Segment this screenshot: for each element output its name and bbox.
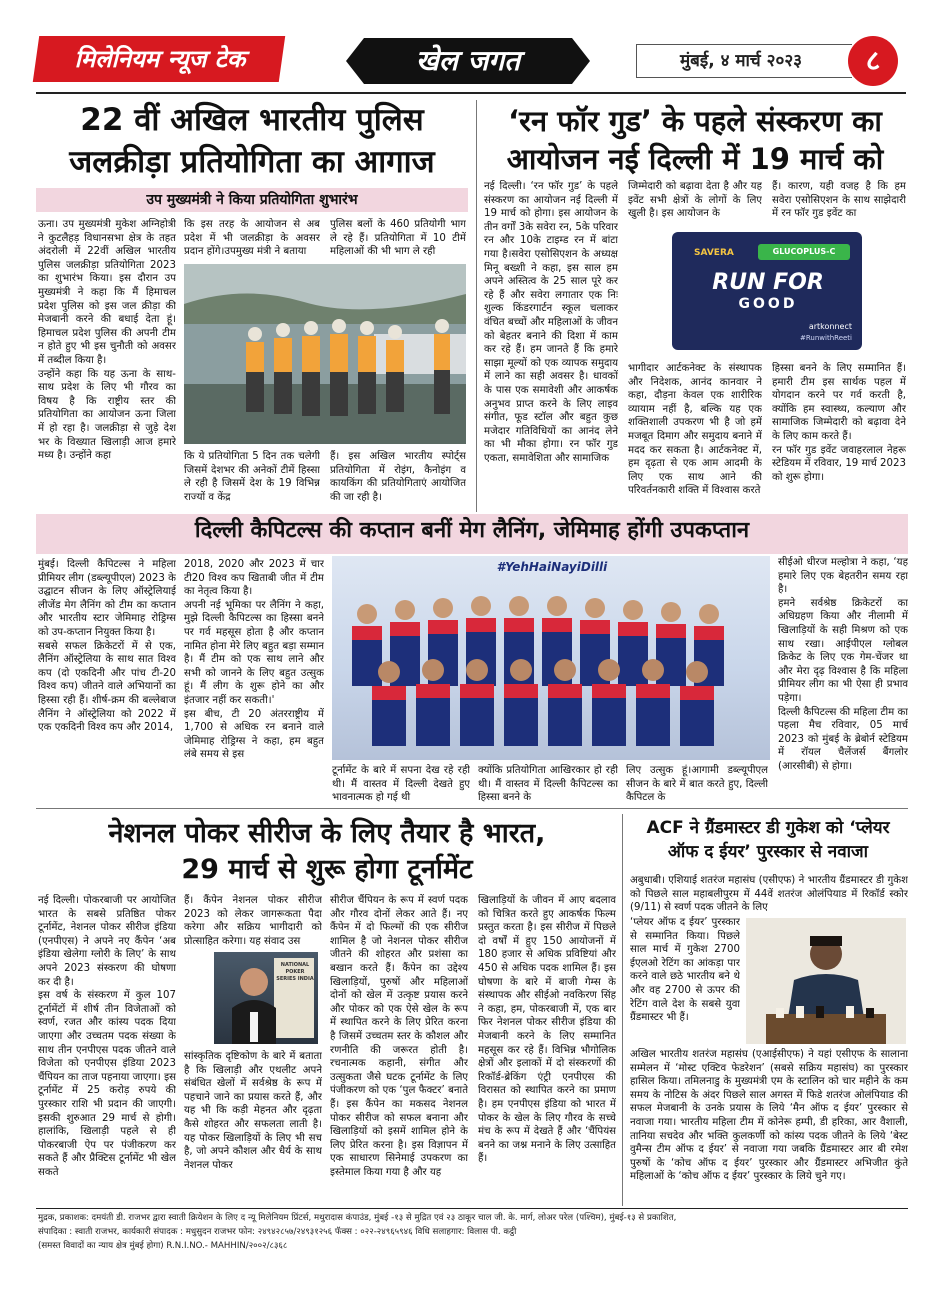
section-title: खेल जगत [415,44,521,77]
capitals-below-3: लिए उत्सुक हूं।आगामी डब्ल्यूपीएल सीजन के बारे में बात करते हुए, दिल्ली कैपिटल के [626,765,768,804]
section-arrow [346,38,364,84]
capitals-bottom-rule [36,808,908,809]
run-col-2-top: जिम्मेदारी को बढ़ावा देता है और यह इवेंट सभी क्षेत्रों के लोगों के लिए खुली है। इस आयोजन के [628,181,762,220]
run-logo-footer-2: #RunwithReeti [800,334,852,342]
police-headline-2: जलक्रीड़ा प्रतियोगिता का आगाज [69,144,435,180]
poker-photo [214,952,318,1044]
run-logo-main-2: GOOD [738,296,798,312]
capitals-col-4: सीईओ धीरज मल्होत्रा ने कहा, ‘यह हमारे लिए एक बेहतरीन समय रहा है। हमने सर्वश्रेष्ठ क्रिकेटरों का अधिग्रहण किया और नीलामी में खिलाड़ियों के सही मिश्रण को एक साथ रखा। आईपीएल ग्लोबल क्रिकेट के लिए एक गेम-चेंजर था और मेरा दृढ़ विश्वास है कि महिला प्रीमियर लीग का भी ऐसा ही प्रभाव पड़ेगा। दिल्ली कैपिटल्स की महिला टीम का पहला मैच रविवार, 05 मार्च 2023 को मुंबई के ब्रेबोर्न स्टेडियम में रॉयल चैलेंजर्स बैंगलोर (आरसीबी) से होगा। [778,557,908,772]
imprint-line-1: मुद्रक, प्रकाशक: दमयंती डी. राजभर द्वारा स्वाती क्रियेशन के लिए द न्यू मिलेनियम प्रिंटर्स, मथुरादास कंपाउंड, मुंबई -१३ से मुद्रित एवं २३ ठाकूर चाल जी. के. मार्ग, लोअर परेल (पश्चिम), मुंबई-१३ से प्रकाशित, [38,1213,677,1223]
capitals-below-2: क्योंकि प्रतियोगिता आखिरकार हो रही थी। मैं वास्तव में दिल्ली कैपिटल्स का हिस्सा बनने के [478,765,618,804]
section-arrow-right [572,38,590,84]
acf-col-left: ‘प्लेयर ऑफ द ईयर’ पुरस्कार से सम्मानित किया। पिछले साल मार्च में गुकेश 2700 ईएलओ रेटिंग का आंकड़ा पार करने वाले छठे भारतीय बने थे और वह 2700 से ऊपर की रेटिंग वाले देश के सबसे युवा ग्रैंडमास्टर भी हैं। [630,917,740,1024]
capitals-photo [332,556,770,760]
police-col-2-bottom: कि ये प्रतियोगिता 5 दिन तक चलेगी जिसमें देशभर की अनेकों टीमें हिस्सा ले रही है जिसमें देश के 19 विभिन्न राज्यों व केंद्र [184,451,320,503]
poker-headline-2: 29 मार्च से शुरू होगा टूर्नामेंट [181,854,473,885]
poker-col-3: सीरीज चैंपियन के रूप में स्वर्ण पदक और गौरव दोनों लेकर आते हैं। नए कैंपेन में दो फिल्मों की एक सीरीज शामिल है जो नेशनल पोकर सीरीज जीतने की शोहरत और प्रशंसा का बखान करते हैं। कैंपेन का उद्देश्य खिलाड़ियों, पुरुषों और महिलाओं दोनों को खेल में उत्कृष्ट प्रयास करने और पोकर को एक ऐसे खेल के रूप में स्थापित करने के लिए प्रेरित करना है जिसमें उच्चतम स्तर के कौशल और रणनीति की जरूरत होती है। रचनात्मक कहानी, संगीत और उत्सुकता जैसे घटक टूर्नामेंट के लिए पंजीकरण को एक ‘पुल फैक्टर’ बनाते हैं। इस कैंपेन का मकसद नेशनल पोकर सीरीज को सफल बनाना और खिलाड़ियों को इसमें शामिल होने के लिए प्रेरित करना है। इस विज्ञापन में एक साधारण सिनेमाई उपकरण का इस्तेमाल किया गया है और यह [330,895,468,1178]
masthead [0,0,945,92]
police-col-3-top: पुलिस बलों के 460 प्रतियोगी भाग ले रहे हैं। प्रतियोगिता में 10 टीमें महिलाओं की भी भाग ले रही [330,219,466,258]
police-subhead-text: उप मुख्यमंत्री ने किया प्रतियोगिता शुभारंभ [146,192,358,208]
poker-headline-1: नेशनल पोकर सीरीज के लिए तैयार है भारत, [108,818,546,849]
footer-rule [36,1208,908,1209]
acf-body: अखिल भारतीय शतरंज महासंघ (एआईसीएफ) ने यहां एसीएफ के सालाना सम्मेलन में ‘मोस्ट एक्टिव फेडरेशन’ (सबसे सक्रिय महासंघ) का पुरस्कार हासिल किया। तमिलनाडु के मुख्यमंत्री एम के स्टालिन को चार महीने के कम समय के नोटिस के अंदर पिछले साल अगस्त में फिडे शतरंज ओलंपियाड की सफल मेजबानी के उनके प्रयास के लिये ‘मैन ऑफ द ईयर’ पुरस्कार से नवाजा गया। भारतीय महिला टीम में कोनेरू हम्पी, डी हरिका, आर वैशाली, तानिया सचदेव और भक्ति कुलकर्णी को कांस्य पदक जीतने के लिये ‘बेस्ट वुमैन्स टीम ऑफ द ईयर’ से नवाजा गया जबकि ग्रैंडमास्टर आर बी रमेश पुरुषों के ‘कोच ऑफ द ईयर’ पुरस्कार और ग्रैंडमास्टर अभिजीत कुंते महिलाओं के ‘कोच ऑफ द ईयर’ पुरस्कार के लिये चुने गए। [630,1049,908,1183]
run-col-2-bottom: भागीदार आर्टकनेक्ट के संस्थापक और निदेशक, आनंद कानवार ने कहा, दौड़ना केवल एक शारीरिक व्यायाम नहीं है, बल्कि यह एक शक्तिशाली उपकरण भी है जो हमें मजबूत दिमाग और समुदाय बनाने में मदद कर सकता है। आर्टकनेक्ट में, हम दृढ़ता से एक आम आदमी के लिए एक साथ आने की परिवर्तनकारी शक्ति में विश्वास करते [628,363,762,497]
run-logo [628,226,906,356]
police-photo-art [184,264,466,444]
paper-name: मिलेनियम न्यूज टेक [74,45,246,73]
capitals-team-art [332,556,770,760]
capitals-col-2: 2018, 2020 और 2023 में चार टी20 विश्व कप खिताबी जीत में टीम का नेतृत्व किया है। अपनी नई भूमिका पर लैनिंग ने कहा, मुझे दिल्ली कैपिटल्स का हिस्सा बनने पर गर्व महसूस होता है और कप्तान नामित होना मेरे लिए बहुत बड़ा सम्मान है। मैं टीम को एक साथ लाने और सभी को जानने के लिए बहुत उत्सुक हूं। मैं लीग के शुरू होने का और इंतजार नहीं कर सकती।' इस बीच, टी 20 अंतरराष्ट्रीय में 1,700 से अधिक रन बनाने वाले जेमिमाह रोड्रिग्स ने कहा, हम बहुत लंबे समय से इस [184,559,324,761]
acf-headline-1: ACF ने ग्रैंडमास्टर डी गुकेश को ‘प्लेयर [646,818,890,838]
run-headline-1: ‘रन फॉर गुड’ के पहले संस्करण का [508,104,882,138]
police-photo [184,264,466,444]
center-divider-top [476,100,477,512]
imprint-line-3: (समस्त विवादों का न्याय क्षेत्र मुंबई होगा) R.N.I.NO.- MAHHIN/२००२/८३६८ [38,1241,288,1251]
imprint-line-2: संपादिका : स्वाती राजभर, कार्यकारी संपादक : मधुसुदन राजभर फोन: २४९४२८५७/२४९३१२५६ फॅक्स : ०२२-२४९६५९४६ विधि सलाहगार: विलास पी. कट्ठी [38,1227,517,1237]
dateline: मुंबई, ४ मार्च २०२३ [680,51,802,71]
police-col-3-bottom: हैं। इस अखिल भारतीय स्पोर्ट्स प्रतियोगिता में रोइंग, कैनोइंग व कायकिंग की प्रतियोगिताएं आयोजित की जा रही है। [330,451,466,503]
police-col-1: ऊना। उप मुख्यमंत्री मुकेश अग्निहोत्री ने कुटलैहड़ विधानसभा क्षेत्र के तहत अंदरोली में 22वीं अखिल भारतीय पुलिस जलक्रीड़ा प्रतियोगिता 2023 का शुभारंभ किया। इस दौरान उप मुख्यमंत्री ने कहा कि मैं हिमाचल प्रदेश पुलिस को इस जल क्रीड़ा की मेजबानी करने की बधाई देता हूं। हिमाचल प्रदेश पुलिस की अपनी टीम न होते हुए भी इस चुनौती को अवसर में तब्दील किया है। उन्होंने कहा कि यह ऊना के साथ-साथ प्रदेश के लिए भी गौरव का विषय है कि राष्ट्रीय स्तर की प्रतियोगिता का आयोजन ऊना जिला में हो रहा है। जलक्रीड़ा से जुड़े देश भर के विख्यात खिलाड़ी आज हमारे मध्य है। उन्होंने कहा [38,219,176,462]
run-col-3-top: हैं। कारण, यही वजह है कि हम सवेरा एसोसिएशन के साथ साझेदारी में रन फॉर गुड इवेंट का [772,181,906,220]
run-col-1: नई दिल्ली। ‘रन फॉर गुड’ के पहले संस्करण का आयोजन नई दिल्ली में 19 मार्च को होगा। इस आयोजन के तीन वर्गों 3के सवेरा रन, 5के परिवार रन और 10के टाइम्ड रन में बांटा गया है।सवेरा एसोसिएशन के अध्यक्ष मिनू बख्शी ने कहा, इस साल हम अपने अस्तित्व के 25 साल पूरे कर रहे हैं और सवेरा लगातार एक निः शुल्क किंडरगार्टन स्कूल चलाकर वंचित बच्चों और महिलाओं के जीवन को बेहतर बनाने की दिशा में काम कर रहे हैं। हम जानते हैं कि हमारे साझा मूल्यों को एक व्यापक समुदाय में लाने का सही अवसर है। धावकों के पास एक समावेशी और आकर्षक अनुभव प्राप्त करने के लिए लाइव संगीत, फूड स्टॉल और बहुत कुछ मजेदार गतिविधियों का आनंद लेने का भी मौका होगा। रन फॉर गुड एकता, समावेशिता और सामाजिक [484,181,618,464]
page-number: ८ [865,44,881,77]
masthead-rule [36,92,906,94]
poker-photo-text: NATIONAL POKER SERIES INDIA [276,962,314,982]
acf-photo [746,918,906,1044]
run-logo-savera: SAVERA [694,248,734,258]
capitals-headline: दिल्ली कैपिटल्स की कप्तान बनीं मेग लैनिंग, जेमिमाह होंगी उपकप्तान [194,518,750,543]
capitals-photo-banner: #YehHaiNayiDilli [496,560,608,574]
poker-col-2-bottom: सांस्कृतिक दृष्टिकोण के बारे में बताता है कि खिलाड़ी और एथलीट अपने संबंधित खेलों में सर्वश्रेष्ठ के रूप में पहचाने जाने का प्रयास करते हैं, और यह भी कि कड़ी मेहनत और दृढ़ता कैसे शोहरत और सफलता लाती है। यह पोकर खिलाड़ियों के लिए भी सच है, जो अपने कौशल और धैर्य के साथ नेशनल पोकर [184,1051,322,1171]
run-logo-sponsor-text: GLUCOPLUS-C [772,247,836,256]
acf-intro: अबुधाबी। एशियाई शतरंज महासंघ (एसीएफ) ने भारतीय ग्रैंडमास्टर डी गुकेश को पिछले साल महाबलीपुरम में 44वें शतरंज ओलंपियाड में रिकॉर्ड स्कोर (9/11) से स्वर्ण पदक जीतने के लिए [630,875,908,914]
poker-col-4: खिलाड़ियों के जीवन में आए बदलाव को चित्रित करते हुए आकर्षक फिल्म प्रस्तुत करता है। इस सीरीज में पिछले दो वर्षों में हुए 150 आयोजनों में 180 हजार से अधिक प्रविष्टियां और 450 से अधिक पदक शामिल हैं। इस घोषणा के बारे में बाजी गेम्स के संस्थापक और सीईओ नवकिरण सिंह ने कहा, हम, पोकरबाजी में, एक बार फिर नेशनल पोकर सीरीज इंडिया की मेजबानी करने के लिए सम्मानित महसूस कर रहे हैं। विभिन्न भौगोलिक क्षेत्रों और इलाकों में दो संस्करणों की रिकॉर्ड-ब्रेकिंग एंट्री एनपीएस की विरासत को स्थापित करने का प्रमाण है। हम एनपीएस इंडिया को भारत में पोकर के खेल के लिए गौरव के सच्चे मंच के रूप में देखते हैं और ‘चैंपियंस बनने का जश्न मनाने के लिए उत्साहित हैं। [478,895,616,1165]
police-col-2-top: कि इस तरह के आयोजन से अब प्रदेश में भी जलक्रीड़ा के अवसर प्रदान होंगे।उपमुख्य मंत्री ने बताया [184,219,320,258]
run-logo-footer-1: artkonnect [808,322,852,331]
acf-headline-2: ऑफ द ईयर’ पुरस्कार से नवाजा [667,842,869,862]
capitals-col-1: मुंबई। दिल्ली कैपिटल्स ने महिला प्रीमियर लीग (डब्ल्यूपीएल) 2023 के उद्घाटन सीजन के लिए ऑस्ट्रेलियाई लीजेंड मेग लैनिंग को टीम का कप्तान और भारतीय स्टार जेमिमाह रोड्रिग्स को उप-कप्तान नियुक्त किया है। सबसे सफल क्रिकेटरों में से एक, लैनिंग ऑस्ट्रेलिया के साथ सात विश्व कप (दो एकदिनी और पांच टी-20 विश्व कप) जीतने वाले अभियानों का हिस्सा रही हैं। शीर्ष-क्रम की बल्लेबाज लैनिंग ने ऑस्ट्रेलिया को 2022 में एक एकदिनी विश्व कप और 2014, [38,559,176,734]
police-headline-1: 22 वीं अखिल भारतीय पुलिस [80,102,424,138]
poker-col-2-top: हैं। कैंपेन नेशनल पोकर सीरीज 2023 को लेकर जागरूकता पैदा करेगा और सक्रिय भागीदारी को प्रोत्साहित करेगा। यह संवाद उस [184,895,322,947]
acf-photo-art [746,918,906,1044]
run-col-3-bottom: हिस्सा बनने के लिए सम्मानित हैं। हमारी टीम इस सार्थक पहल में योगदान करने पर गर्व करती है, क्योंकि हम स्वास्थ्य, कल्याण और सामाजिक जिम्मेदारी को बढ़ावा देने के लिए काम करते हैं। रन फॉर गुड इवेंट जवाहरलाल नेहरू स्टेडियम में रविवार, 19 मार्च 2023 को शुरू होगा। [772,363,906,483]
run-logo-main-1: RUN FOR [712,270,824,295]
poker-col-1: नई दिल्ली। पोकरबाजी पर आयोजित भारत के सबसे प्रतिष्ठित पोकर टूर्नामेंट, नेशनल पोकर सीरीज इंडिया (एनपीएस) ने अपने नए कैंपेन ‘अब इंडिया खेलेगा ग्लोरी के लिए’ के साथ अपने 2023 संस्करण की घोषणा कर दी है। इस वर्ष के संस्करण में कुल 107 टूर्नामेंटों में शीर्ष तीन विजेताओं को स्वर्ण, रजत और कांस्य पदक दिया जाएगा और उच्चतम पदक संख्या के साथ तीन एनपीएस पदक जीतने वाले विजेता को एनपीएस इंडिया 2023 चैंपियन का ताज पहनाया जाएगा। इस टूर्नामेंट में 25 करोड़ रुपये की पुरस्कार राशि भी प्रदान की जाएगी। इसकी शुरुआत 29 मार्च से होगी। हालांकि, खिलाड़ी पहले से ही पोकरबाजी ऐप पर पंजीकरण कर सकते हैं और प्रैक्टिस टूर्नामेंट भी खेल सकते [38,895,176,1178]
capitals-below-1: टूर्नामेंट के बारे में सपना देख रहे रही थी। मैं वास्तव में दिल्ली देखते हुए भावनात्मक हो गई थी [332,765,470,804]
run-headline-2: आयोजन नई दिल्ली में 19 मार्च को [506,142,884,176]
center-divider-bottom [622,814,623,1206]
